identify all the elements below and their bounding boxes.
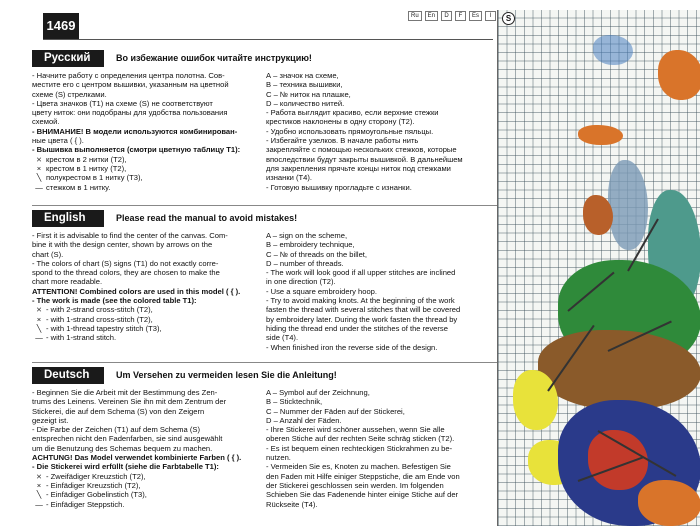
text-line: А – значок на схеме, — [266, 71, 339, 80]
text-line: - Zweifädiger Kreuzstich (T2), — [46, 471, 146, 481]
text-line: trums des Leinens. Vereinen Sie ihn mit dem Zentrum der — [32, 397, 227, 407]
text-line: - Einfädiger Steppstich. — [46, 499, 125, 509]
text-line: - When finished iron the reverse side of the design. — [266, 342, 438, 352]
text-line: - The work is made (see the colored table T1): — [32, 296, 197, 306]
text-line: - Vermeiden Sie es, Knoten zu machen. Befestigen Sie — [266, 462, 451, 472]
text-line: - Einfädiger Kreuzstich (T2), — [46, 480, 141, 490]
text-line: side (T4). — [266, 333, 299, 343]
text-line: - ВНИМАНИЕ! В модели используются комбинирован- — [32, 126, 238, 136]
russian-left-column — [32, 71, 256, 192]
cross-stitch-1-icon: × — [36, 480, 42, 490]
text-line: gezeigt ist. — [32, 415, 69, 425]
text-line: В – техника вышивки, — [266, 80, 343, 90]
text-line: Stickerei, die auf dem Schema (S) von den Zeigern — [32, 406, 205, 416]
text-line: крестом в 2 нитки (Т2), — [46, 154, 127, 164]
text-line: oberen Stiche auf der rechten Seite schräg sticken (T2). — [266, 434, 455, 444]
text-line: изнанки (Т4). — [266, 173, 313, 183]
section-label-deutsch: Deutsch — [32, 367, 104, 384]
text-line: ACHTUNG! Das Model verwendet kombinierte Farben ( { ). — [32, 453, 242, 463]
cross-stitch-2-icon: ⨯ — [35, 305, 43, 315]
text-line: местите его с центром вышивки, указанным на цветной — [32, 80, 229, 90]
section-title-english: Please read the manual to avoid mistakes! — [116, 213, 298, 223]
text-line: ATTENTION! Combined colors are used in this model ( { ). — [32, 286, 241, 296]
cross-stitch-2-icon: ⨯ — [35, 154, 43, 164]
backstitch-icon: — — [35, 182, 43, 192]
text-line: - with 1-thread tapestry stitch (T3), — [46, 323, 162, 333]
text-line: для закрепления прячьте концы ниток под стежками — [266, 163, 451, 173]
text-line: nutzen. — [266, 453, 291, 463]
text-line: D – Anzahl der Fäden. — [266, 415, 342, 425]
text-line: C – № of threads on the billet, — [266, 249, 368, 259]
page-number: 1469 — [43, 13, 79, 39]
lang-code-en: En — [425, 11, 438, 21]
text-line: - with 2-strand cross-stitch (T2), — [46, 305, 153, 315]
section-label-english: English — [32, 210, 104, 227]
text-line: B – embroidery technique, — [266, 240, 355, 250]
section-divider — [32, 362, 502, 363]
english-right-column — [266, 231, 490, 352]
text-line: entsprechen nicht den Fadenfarben, sie sind ausgewählt — [32, 434, 223, 444]
half-cross-icon: ╲ — [36, 173, 42, 183]
text-line: стежком в 1 нитку. — [46, 182, 111, 192]
text-line: крестом в 1 нитку (Т2), — [46, 163, 127, 173]
text-line: - Einfädiger Gobelinstich (T3), — [46, 490, 147, 500]
text-line: - Ihre Stickerei wird schöner aussehen, wenn Sie alle — [266, 425, 445, 435]
language-codes — [408, 11, 496, 21]
text-line: схеме (S) стрелками. — [32, 89, 107, 99]
text-line: - Es ist bequem einen rechteckigen Stickrahmen zu be- — [266, 443, 453, 453]
text-line: - Цвета значков (Т1) на схеме (S) не соответствуют — [32, 98, 213, 108]
text-line: fasten the thread with several stitches that will be covered — [266, 305, 461, 315]
text-line: - Die Stickerei wird erfüllt (siehe die Farbtabelle T1): — [32, 462, 219, 472]
text-line: - Try to avoid making knots. At the beginning of the work — [266, 296, 455, 306]
half-cross-icon: ╲ — [36, 323, 42, 333]
text-line: - with 1-strand stitch. — [46, 333, 117, 343]
cross-stitch-2-icon: ⨯ — [35, 471, 43, 481]
text-line: - Удобно использовать прямоугольные пяльцы. — [266, 126, 434, 136]
text-line: A – sign on the scheme, — [266, 231, 348, 240]
text-line: Rückseite (T4). — [266, 499, 318, 509]
text-line: C – Nummer der Fäden auf der Stickerei, — [266, 406, 405, 416]
text-line: bine it with the design center, shown by arrows on the — [32, 240, 213, 250]
text-line: D – number of threads. — [266, 258, 344, 268]
text-line: схемой. — [32, 117, 60, 127]
chart-color-area — [578, 125, 623, 145]
section-title-deutsch: Um Versehen zu vermeiden lesen Sie die Anleitung! — [116, 370, 337, 380]
text-line: - Работа выглядит красиво, если верхние стежки — [266, 108, 439, 118]
text-line: - Вышивка выполняется (смотри цветную таблицу Т1): — [32, 145, 241, 155]
text-line: закрепляйте с помощью нескольких стежков, которые — [266, 145, 457, 155]
text-line: - Use a square embroidery hoop. — [266, 286, 378, 296]
lang-code-i: I — [485, 11, 496, 21]
cross-stitch-1-icon: × — [36, 163, 42, 173]
backstitch-icon: — — [35, 499, 43, 509]
deutsch-right-column — [266, 388, 490, 509]
text-line: - The colors of chart (S) signs (T1) do not exactly corre- — [32, 258, 219, 268]
text-line: полукрестом в 1 нитку (Т3), — [46, 173, 143, 183]
lang-code-f: F — [455, 11, 466, 21]
lang-code-es: Es — [469, 11, 482, 21]
text-line: D – количество нитей. — [266, 98, 345, 108]
text-line: - Beginnen Sie die Arbeit mit der Bestimmung des Zen- — [32, 388, 218, 397]
text-line: - Готовую вышивку прогладьте с изнанки. — [266, 182, 412, 192]
text-line: hiding the thread end under the stitches of the reverse — [266, 323, 448, 333]
backstitch-icon: — — [35, 333, 43, 343]
text-line: chart more readable. — [32, 277, 103, 287]
text-line: spond to the thread colors, they are chosen to make the — [32, 268, 220, 278]
section-title-russian: Во избежание ошибок читайте инструкцию! — [116, 53, 312, 63]
chart-color-area — [658, 50, 700, 100]
text-line: B – Sticktechnik, — [266, 397, 323, 407]
text-line: um die Benutzung des Schemas bequem zu machen. — [32, 443, 213, 453]
text-line: chart (S). — [32, 249, 64, 259]
top-rule — [43, 39, 493, 40]
text-line: - Начните работу с определения центра полотна. Сов- — [32, 71, 225, 80]
text-line: крестиков наклонены в одну сторону (Т2). — [266, 117, 415, 127]
lang-code-d: D — [441, 11, 452, 21]
cross-stitch-chart — [497, 10, 700, 526]
text-line: - The work will look good if all upper stitches are inclined — [266, 268, 456, 278]
text-line: С – № ниток на плашке, — [266, 89, 351, 99]
text-line: by embroidery later. During the work fasten the thread by — [266, 314, 458, 324]
section-deutsch — [32, 365, 502, 509]
text-line: - with 1-strand cross-stitch (T2), — [46, 314, 153, 324]
chart-symbol-s: S — [502, 12, 515, 25]
text-line: - Die Farbe der Zeichen (T1) auf dem Schema (S) — [32, 425, 200, 435]
half-cross-icon: ╲ — [36, 490, 42, 500]
chart-color-area — [608, 160, 648, 250]
english-left-column — [32, 231, 256, 352]
section-label-russian: Русский — [32, 50, 104, 67]
chart-color-area — [638, 480, 700, 526]
section-divider — [32, 205, 502, 206]
text-line: Schieben Sie das Fadenende hinter einige Stiche auf der — [266, 490, 459, 500]
text-line: der Stickerei geschlossen sein werden. Im folgenden — [266, 480, 444, 490]
text-line: ные цвета ( { ). — [32, 136, 84, 146]
text-line: - First it is advisable to find the center of the canvas. Com- — [32, 231, 228, 240]
text-line: in one direction (T2). — [266, 277, 336, 287]
text-line: впоследствии будут закрыты вышивкой. В дальнейшем — [266, 154, 463, 164]
chart-color-area — [593, 35, 633, 65]
text-line: цвету ниток: они подобраны для удобства пользования — [32, 108, 228, 118]
section-english — [32, 208, 502, 352]
russian-right-column — [266, 71, 490, 192]
lang-code-ru: Ru — [408, 11, 422, 21]
section-russian — [32, 48, 502, 192]
deutsch-left-column — [32, 388, 256, 509]
cross-stitch-1-icon: × — [36, 314, 42, 324]
text-line: - Избегайте узелков. В начале работы нить — [266, 136, 419, 146]
text-line: den Faden mit Hilfe einiger Steppstiche, die am Ende von — [266, 471, 460, 481]
chart-color-area — [583, 195, 613, 235]
text-line: A – Symbol auf der Zeichnung, — [266, 388, 370, 397]
